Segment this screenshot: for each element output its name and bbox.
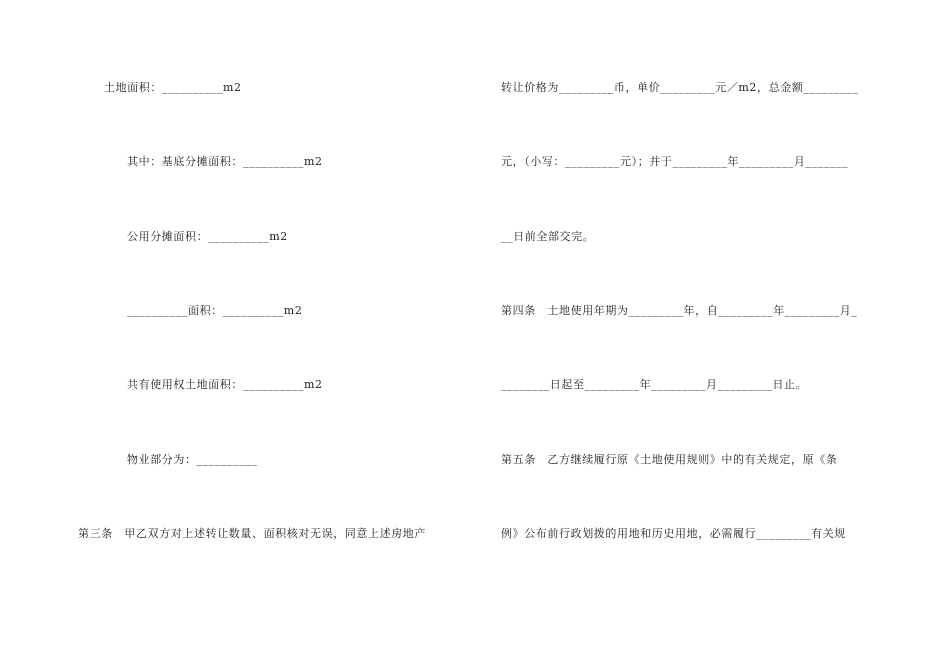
article-five-line: 第五条 乙方继续履行原《土地使用规则》中的有关规定，原《条 [501, 453, 838, 466]
payment-amount-line: 元，（小写：_________元）；并于_________年_________月_______ [501, 155, 849, 168]
transfer-price-line: 转让价格为_________币，单价_________元／m2，总金额_________ [501, 81, 859, 94]
article-four-line: 第四条 土地使用年期为_________年，自_________年_________月_ [501, 304, 858, 317]
payment-deadline-line: __日前全部交完。 [501, 230, 595, 243]
public-share-area-line: 公用分摊面积：__________m2 [127, 230, 288, 243]
base-share-area-line: 其中：基底分摊面积：__________m2 [127, 155, 323, 168]
article-five-continued-line: 例》公布前行政划拨的用地和历史用地，必需履行_________有关规 [501, 527, 846, 540]
shared-land-area-line: 共有使用权土地面积：__________m2 [127, 378, 323, 391]
term-end-line: ________日起至_________年_________月_________日止。 [501, 378, 808, 391]
article-three-line: 第三条 甲乙双方对上述转让数量、面积核对无误，同意上述房地产 [78, 527, 426, 540]
land-area-line: 土地面积：__________m2 [104, 81, 242, 94]
other-area-line: __________面积：__________m2 [127, 304, 303, 317]
property-part-line: 物业部分为：__________ [127, 453, 258, 466]
